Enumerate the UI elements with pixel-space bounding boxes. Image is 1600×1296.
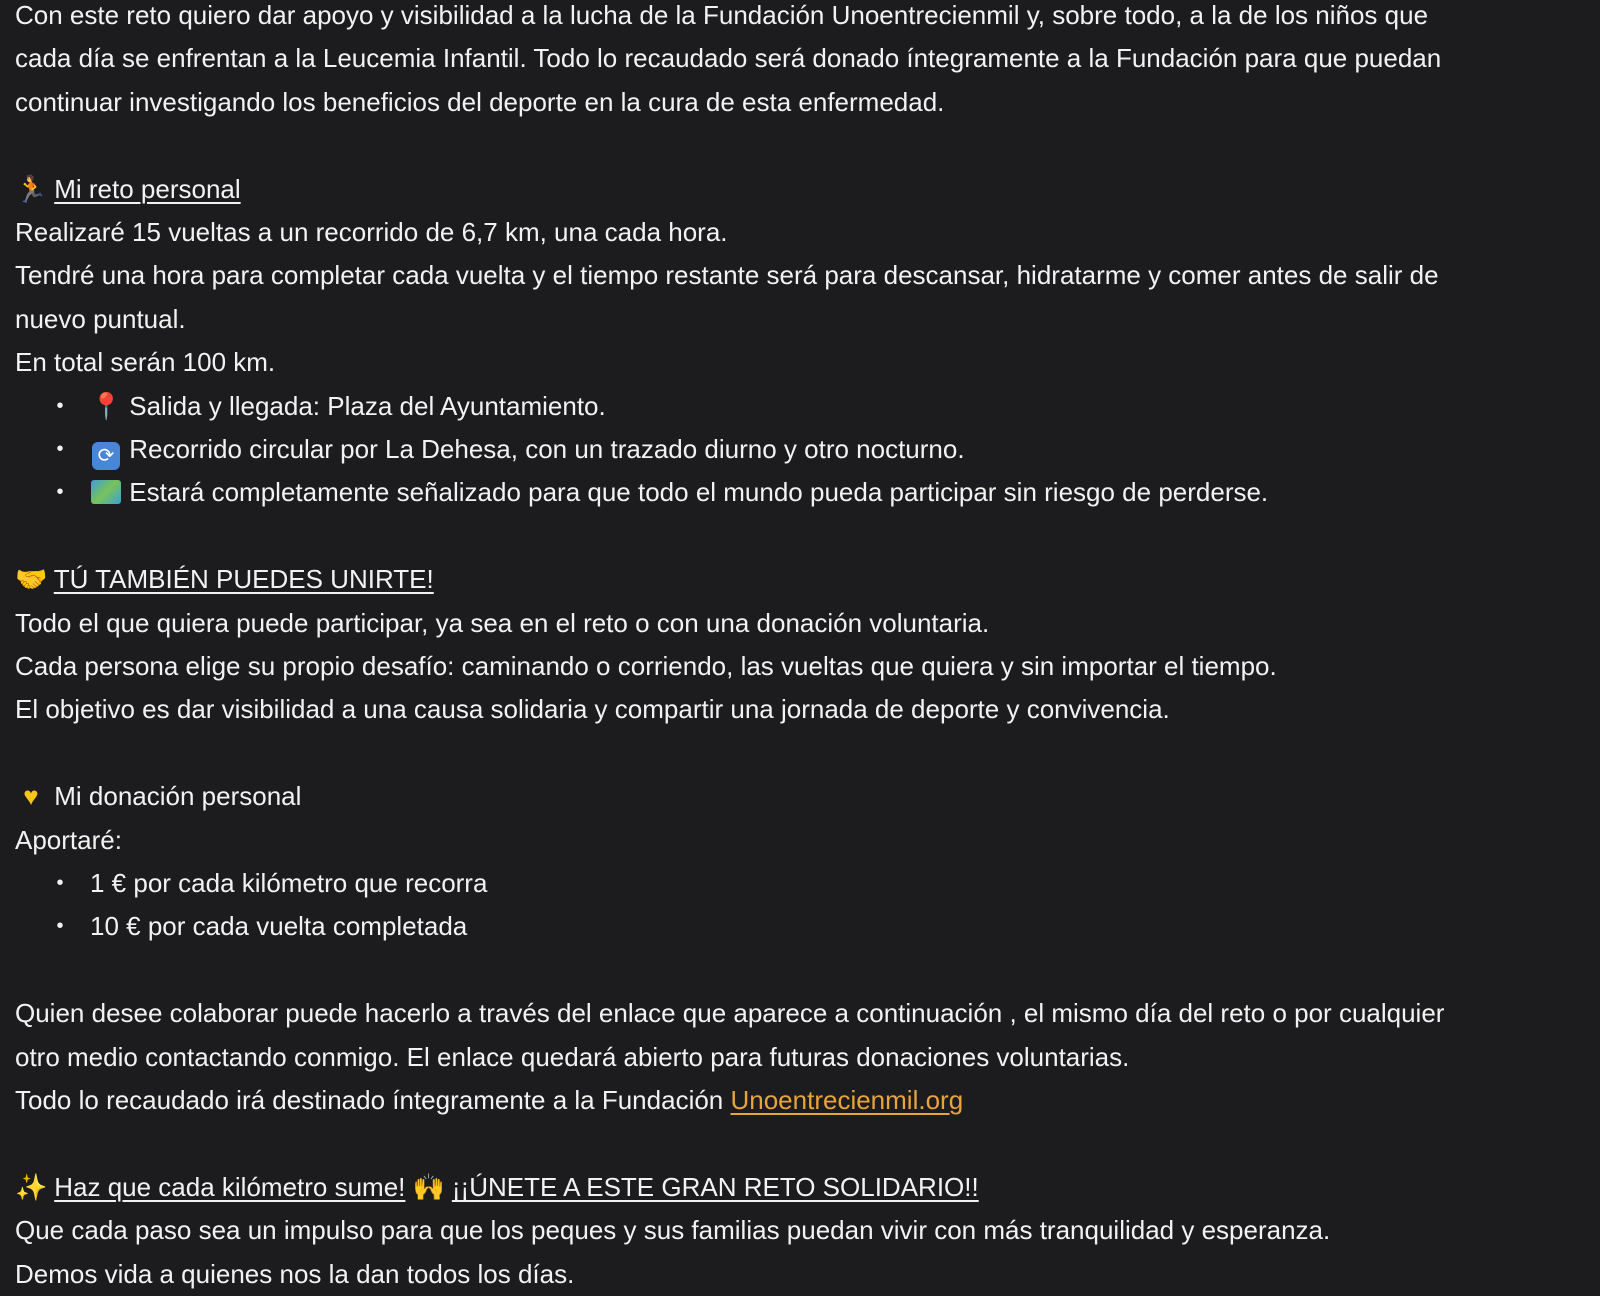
message-body (15, 0, 1590, 1296)
unirte-heading: TÚ TAMBIÉN PUEDES UNIRTE! (53, 564, 434, 595)
list-item-text: Salida y llegada: Plaza del Ayuntamiento. (129, 390, 606, 421)
reto-line-2: Tendré una hora para completar cada vuelta y el tiempo restante será para descansar, hidratarme y comer antes de salir de (15, 260, 1439, 291)
reto-bullet-list (15, 385, 1590, 515)
reto-heading: Mi reto personal (54, 173, 241, 204)
bullet-dot: • (56, 438, 64, 461)
reto-line-4: En total serán 100 km. (15, 347, 276, 378)
spacer (15, 732, 1590, 775)
donacion-bullet-list (15, 862, 1590, 949)
list-item (55, 428, 1590, 471)
spacer (15, 515, 1590, 558)
bullet-dot: • (56, 394, 64, 417)
list-item-text: 1 € por cada kilómetro que recorra (90, 868, 488, 899)
cierre-heading-1: Haz que cada kilómetro sume! (54, 1171, 406, 1202)
intro-line-2: cada día se enfrentan a la Leucemia Infantil. Todo lo recaudado será donado íntegramente a la Fundación para que puedan (15, 43, 1442, 74)
list-item-text: 10 € por cada vuelta completada (90, 911, 468, 942)
spacer (15, 949, 1590, 992)
colaborar-line-3 (15, 1079, 1590, 1122)
intro-line-3: continuar investigando los beneficios del deporte en la cura de esta enfermedad. (15, 86, 945, 117)
spacer (15, 124, 1590, 167)
colaborar-line-2: otro medio contactando conmigo. El enlace quedará abierto para futuras donaciones voluntarias. (15, 1041, 1130, 1072)
yellow-heart-icon: ♥ (23, 781, 39, 812)
cierre-line-2: Demos vida a quienes nos la dan todos los días. (15, 1258, 575, 1289)
sparkles-icon: ✨ (15, 1171, 48, 1202)
list-item-text: Estará completamente señalizado para que todo el mundo pueda participar sin riesgo de perderse. (129, 477, 1269, 508)
raised-hands-icon: 🙌 (412, 1171, 446, 1202)
list-item-text: Recorrido circular por La Dehesa, con un trazado diurno y otro nocturno. (129, 434, 965, 465)
cycle-arrows-icon: ⟳ (90, 428, 122, 471)
bullet-dot: • (56, 481, 64, 504)
intro-line-1: Con este reto quiero dar apoyo y visibilidad a la lucha de la Fundación Unoentrecienmil y, sobre todo, a la de los niños que (15, 0, 1429, 30)
bullet-dot: • (56, 915, 64, 938)
handshake-icon: 🤝 (15, 564, 48, 595)
unirte-line-2: Cada persona elige su propio desafío: caminando o corriendo, las vueltas que quiera y sin importar el tiempo. (15, 651, 1277, 682)
donacion-heading: Mi donación personal (54, 781, 302, 812)
unirte-line-1: Todo el que quiera puede participar, ya sea en el reto o con una donación voluntaria. (15, 607, 990, 638)
map-icon (90, 471, 122, 514)
runner-icon: 🏃 (15, 173, 48, 204)
bullet-dot: • (56, 872, 64, 895)
foundation-link[interactable]: Unoentrecienmil.org (730, 1085, 964, 1116)
pin-icon: 📍 (90, 390, 123, 421)
reto-line-3: nuevo puntual. (15, 303, 186, 334)
list-item (55, 862, 1590, 905)
donacion-heading-row (15, 775, 1590, 818)
list-item (55, 905, 1590, 948)
colaborar-line-3-text: Todo lo recaudado irá destinado íntegramente a la Fundación (15, 1085, 731, 1116)
spacer (15, 1123, 1590, 1166)
cierre-heading-row (15, 1166, 1590, 1209)
list-item (55, 385, 1590, 428)
list-item (55, 471, 1590, 514)
cierre-line-1: Que cada paso sea un impulso para que los peques y sus familias puedan vivir con más tranquilidad y esperanza. (15, 1215, 1331, 1246)
reto-heading-row (15, 168, 1590, 211)
colaborar-line-1: Quien desee colaborar puede hacerlo a través del enlace que aparece a continuación , el mismo día del reto o por cualquier (15, 998, 1445, 1029)
unirte-heading-row (15, 558, 1590, 601)
reto-line-1: Realizaré 15 vueltas a un recorrido de 6,7 km, una cada hora. (15, 217, 728, 248)
donacion-line-1: Aportaré: (15, 824, 122, 855)
cierre-heading-2: ¡¡ÚNETE A ESTE GRAN RETO SOLIDARIO!! (451, 1171, 979, 1202)
unirte-line-3: El objetivo es dar visibilidad a una causa solidaria y compartir una jornada de deporte y convivencia. (15, 694, 1170, 725)
